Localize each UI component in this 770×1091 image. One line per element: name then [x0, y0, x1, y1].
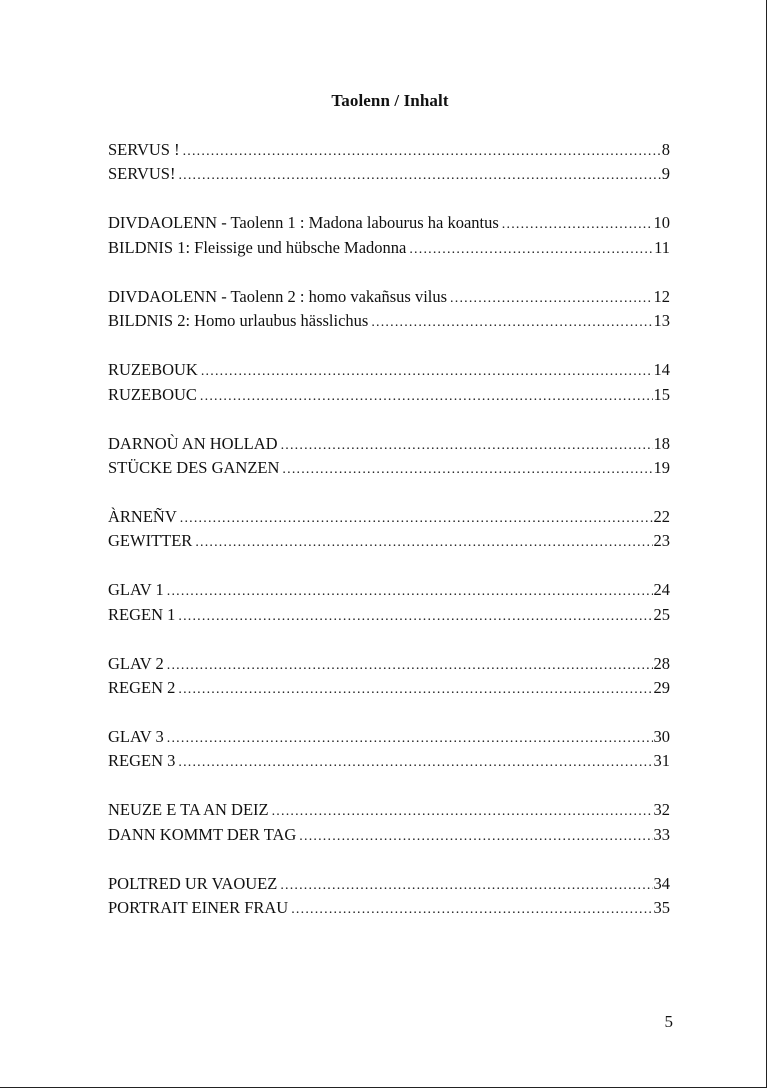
toc-entry-page: 32: [653, 800, 670, 820]
toc-entry-page: 11: [654, 237, 670, 257]
toc-entry-label: STÜCKE DES GANZEN: [108, 457, 280, 477]
toc-entry-page: 9: [661, 164, 670, 184]
toc-entry-page: 24: [653, 580, 670, 600]
toc-entry[interactable]: [108, 605, 670, 629]
toc-entry-page: 13: [653, 311, 670, 331]
toc-entry-page: 15: [653, 384, 670, 404]
toc-entry-label: DIVDAOLENN - Taolenn 1 : Madona labourus ha koantus: [108, 213, 499, 233]
dot-leader: [195, 535, 652, 551]
toc-entry[interactable]: [108, 751, 670, 775]
dot-leader: [371, 315, 652, 331]
toc-entry[interactable]: [108, 654, 670, 678]
toc-entry[interactable]: [108, 213, 670, 237]
toc-entry[interactable]: [108, 800, 670, 824]
toc-group: [108, 507, 670, 556]
toc-group: [108, 580, 670, 629]
toc-entry-label: GLAV 1: [108, 580, 164, 600]
toc-entry[interactable]: [108, 140, 670, 164]
toc-entry[interactable]: [108, 385, 670, 409]
toc-entry[interactable]: [108, 898, 670, 922]
toc-entry-label: DIVDAOLENN - Taolenn 2 : homo vakañsus vilus: [108, 286, 448, 306]
toc-entry[interactable]: [108, 311, 670, 335]
dot-leader: [183, 144, 661, 160]
dot-leader: [178, 682, 652, 698]
toc-entry-label: RUZEBOUC: [108, 384, 197, 404]
dot-leader: [201, 364, 653, 380]
toc-group: [108, 434, 670, 483]
dot-leader: [272, 804, 653, 820]
toc-entry-page: 8: [661, 140, 670, 159]
toc-entry-page: 28: [653, 653, 670, 673]
toc-entry[interactable]: [108, 727, 670, 751]
dot-leader: [200, 389, 653, 405]
toc-entry[interactable]: [108, 825, 670, 849]
dot-leader: [502, 217, 653, 233]
dot-leader: [299, 829, 652, 845]
toc-group: [108, 874, 670, 923]
toc-group: [108, 654, 670, 703]
toc-entry-label: BILDNIS 1: Fleissige und hübsche Madonna: [108, 237, 407, 257]
toc-group: [108, 800, 670, 849]
toc-entry-label: DANN KOMMT DER TAG: [108, 824, 297, 844]
dot-leader: [167, 584, 653, 600]
toc-entry-label: SERVUS !: [108, 140, 180, 159]
toc-entry[interactable]: [108, 678, 670, 702]
toc-entry[interactable]: [108, 164, 670, 188]
toc-group: [108, 727, 670, 776]
toc-entry-label: SERVUS!: [108, 164, 176, 184]
toc-entry-page: 34: [653, 873, 670, 893]
toc-entry-page: 30: [653, 727, 670, 746]
toc-entry-label: GLAV 2: [108, 653, 164, 673]
toc-group: [108, 360, 670, 409]
toc-entry-page: 12: [653, 286, 670, 306]
dot-leader: [167, 731, 653, 747]
toc-entry-label: REGEN 2: [108, 678, 176, 698]
dot-leader: [178, 755, 652, 771]
toc-entry-label: NEUZE E TA AN DEIZ: [108, 800, 269, 820]
toc-group: [108, 140, 670, 189]
toc-entry-label: POLTRED UR VAOUEZ: [108, 873, 278, 893]
toc-entry[interactable]: [108, 507, 670, 531]
toc-entry-page: 35: [653, 898, 670, 918]
toc-entry[interactable]: [108, 434, 670, 458]
toc-entry-page: 31: [653, 751, 670, 771]
dot-leader: [409, 242, 653, 258]
toc-entry[interactable]: [108, 531, 670, 555]
toc-entry[interactable]: [108, 287, 670, 311]
toc-entry-page: 14: [653, 360, 670, 380]
toc-entry[interactable]: [108, 580, 670, 604]
toc-entry-label: BILDNIS 2: Homo urlaubus hässlichus: [108, 311, 369, 331]
toc-entry-label: GLAV 3: [108, 727, 164, 746]
toc-entry-page: 29: [653, 678, 670, 698]
page-number: 5: [664, 1012, 673, 1031]
dot-leader: [167, 658, 653, 674]
toc-entry-label: REGEN 3: [108, 751, 176, 771]
toc-group: [108, 287, 670, 336]
dot-leader: [178, 609, 652, 625]
dot-leader: [291, 902, 652, 918]
toc-entry-page: 10: [653, 213, 670, 233]
toc-group: [108, 213, 670, 262]
toc-entry[interactable]: [108, 874, 670, 898]
toc-entry[interactable]: [108, 238, 670, 262]
toc-entry-page: 25: [653, 604, 670, 624]
dot-leader: [282, 462, 652, 478]
toc-entry-page: 19: [653, 457, 670, 477]
page-title: Taolenn / Inhalt: [331, 91, 449, 110]
dot-leader: [178, 168, 660, 184]
toc-entry-label: REGEN 1: [108, 604, 176, 624]
dot-leader: [180, 511, 653, 527]
toc-entry-label: PORTRAIT EINER FRAU: [108, 898, 289, 918]
toc-entry-label: RUZEBOUK: [108, 360, 198, 380]
toc-entry-label: GEWITTER: [108, 531, 193, 551]
table-of-contents: [108, 140, 670, 947]
toc-entry-label: DARNOÙ AN HOLLAD: [108, 433, 278, 453]
dot-leader: [281, 438, 653, 454]
dot-leader: [280, 878, 652, 894]
toc-entry[interactable]: [108, 458, 670, 482]
toc-entry-page: 33: [653, 824, 670, 844]
toc-entry-label: ÀRNEÑV: [108, 506, 177, 526]
toc-entry-page: 18: [653, 433, 670, 453]
toc-entry-page: 22: [653, 506, 670, 526]
toc-entry[interactable]: [108, 360, 670, 384]
dot-leader: [450, 291, 652, 307]
toc-entry-page: 23: [653, 531, 670, 551]
